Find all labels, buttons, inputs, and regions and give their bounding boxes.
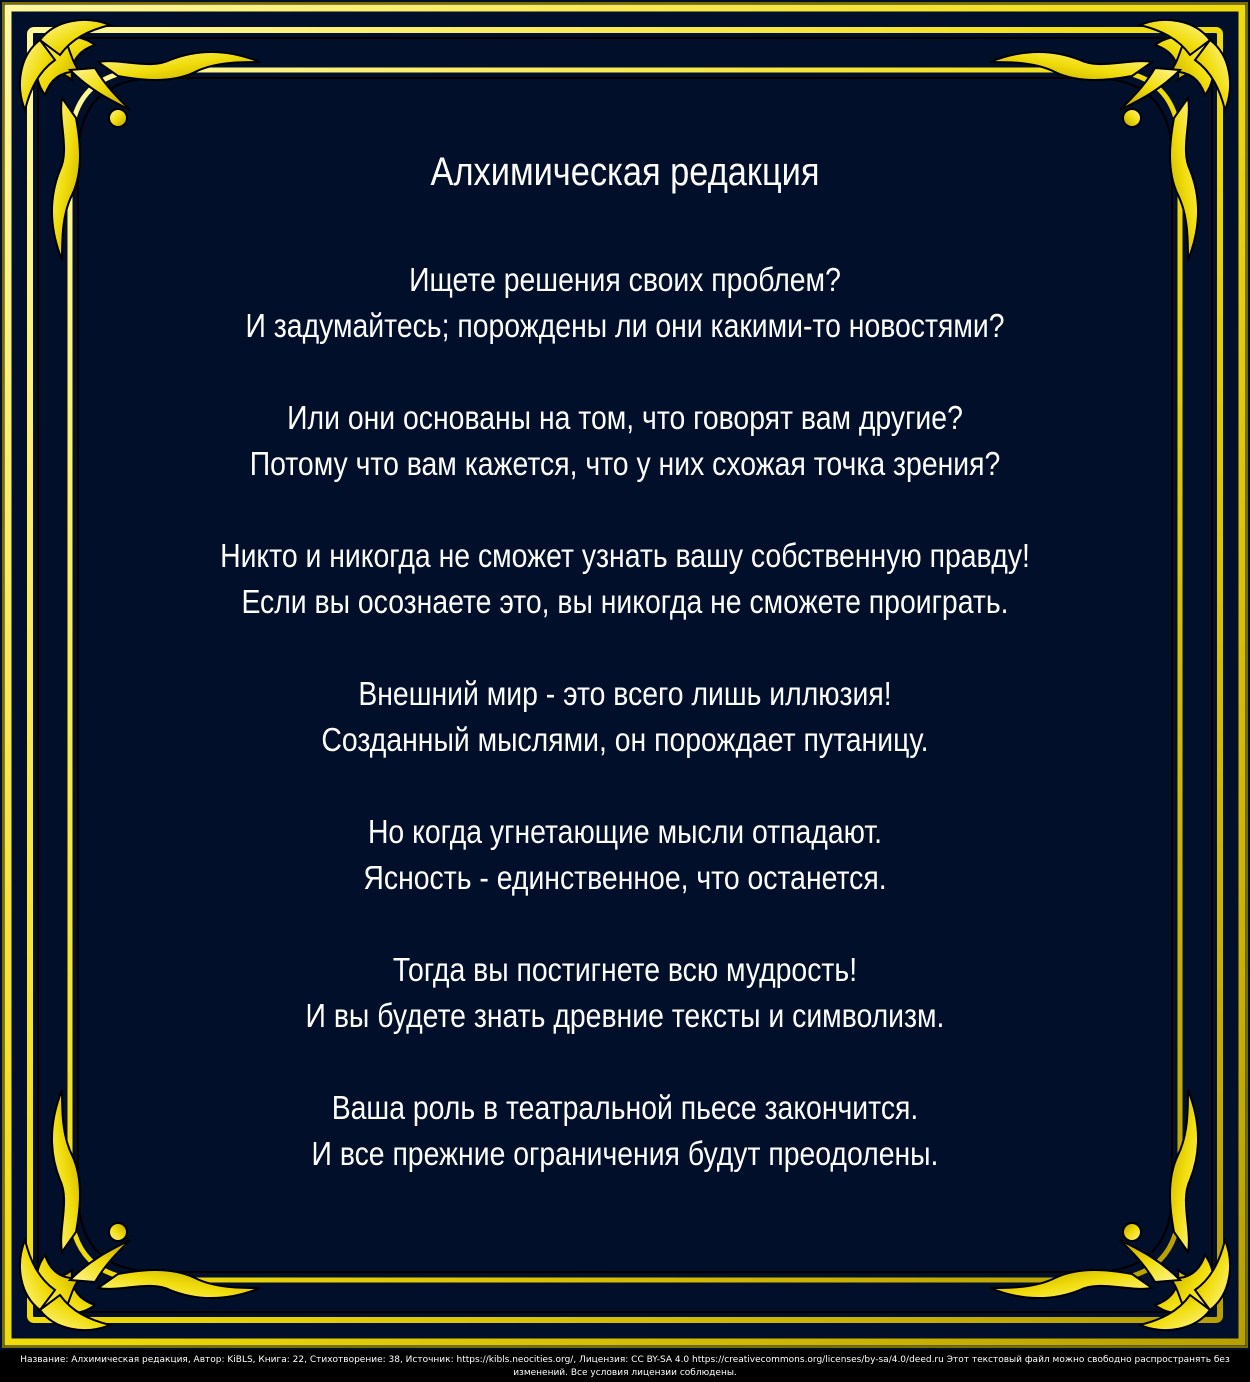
poem-line: И задумайтесь; порождены ли они какими-то новостями? bbox=[245, 307, 1005, 344]
poem-line: Или они основаны на том, что говорят вам другие? bbox=[287, 399, 963, 436]
poem-line: Никто и никогда не сможет узнать вашу собственную правду! bbox=[220, 537, 1030, 574]
poem-line: И все прежние ограничения будут преодолены. bbox=[311, 1135, 939, 1172]
poem-line: Тогда вы постигнете всю мудрость! bbox=[392, 951, 858, 988]
poem-line: Созданный мыслями, он порождает путаницу. bbox=[321, 721, 929, 758]
stanza bbox=[199, 533, 1050, 625]
poem bbox=[199, 140, 1050, 1223]
poem-line: Ясность - единственное, что останется. bbox=[363, 859, 887, 896]
stanza bbox=[199, 671, 1050, 763]
poem-line: Внешний мир - это всего лишь иллюзия! bbox=[358, 675, 892, 712]
poem-line: Потому что вам кажется, что у них схожая точка зрения? bbox=[249, 445, 1001, 482]
poem-title: Алхимическая редакция bbox=[430, 150, 820, 194]
license-footer: Название: Алхимическая редакция, Автор: KiBLS, Книга: 22, Стихотворение: 38, Источник: https://kibls.neocities.org/, Лицензия: CC BY-SA 4.0 https://creativecommons.org/licenses/by-sa/4.0/deed.ru Этот текстовый файл можно свободно распространять без изменений. Все условия лицензии соблюдены. bbox=[0, 1350, 1250, 1382]
stanza bbox=[199, 809, 1050, 901]
stanza bbox=[199, 257, 1050, 349]
stanza bbox=[199, 1085, 1050, 1177]
stanza bbox=[199, 947, 1050, 1039]
poem-line: Ваша роль в театральной пьесе закончится. bbox=[331, 1089, 919, 1126]
poem-line: Если вы осознаете это, вы никогда не сможете проиграть. bbox=[241, 583, 1009, 620]
poem-line: Ищете решения своих проблем? bbox=[409, 261, 841, 298]
poem-line: Но когда угнетающие мысли отпадают. bbox=[367, 813, 883, 850]
stanza bbox=[199, 395, 1050, 487]
poem-line: И вы будете знать древние тексты и символизм. bbox=[305, 997, 945, 1034]
